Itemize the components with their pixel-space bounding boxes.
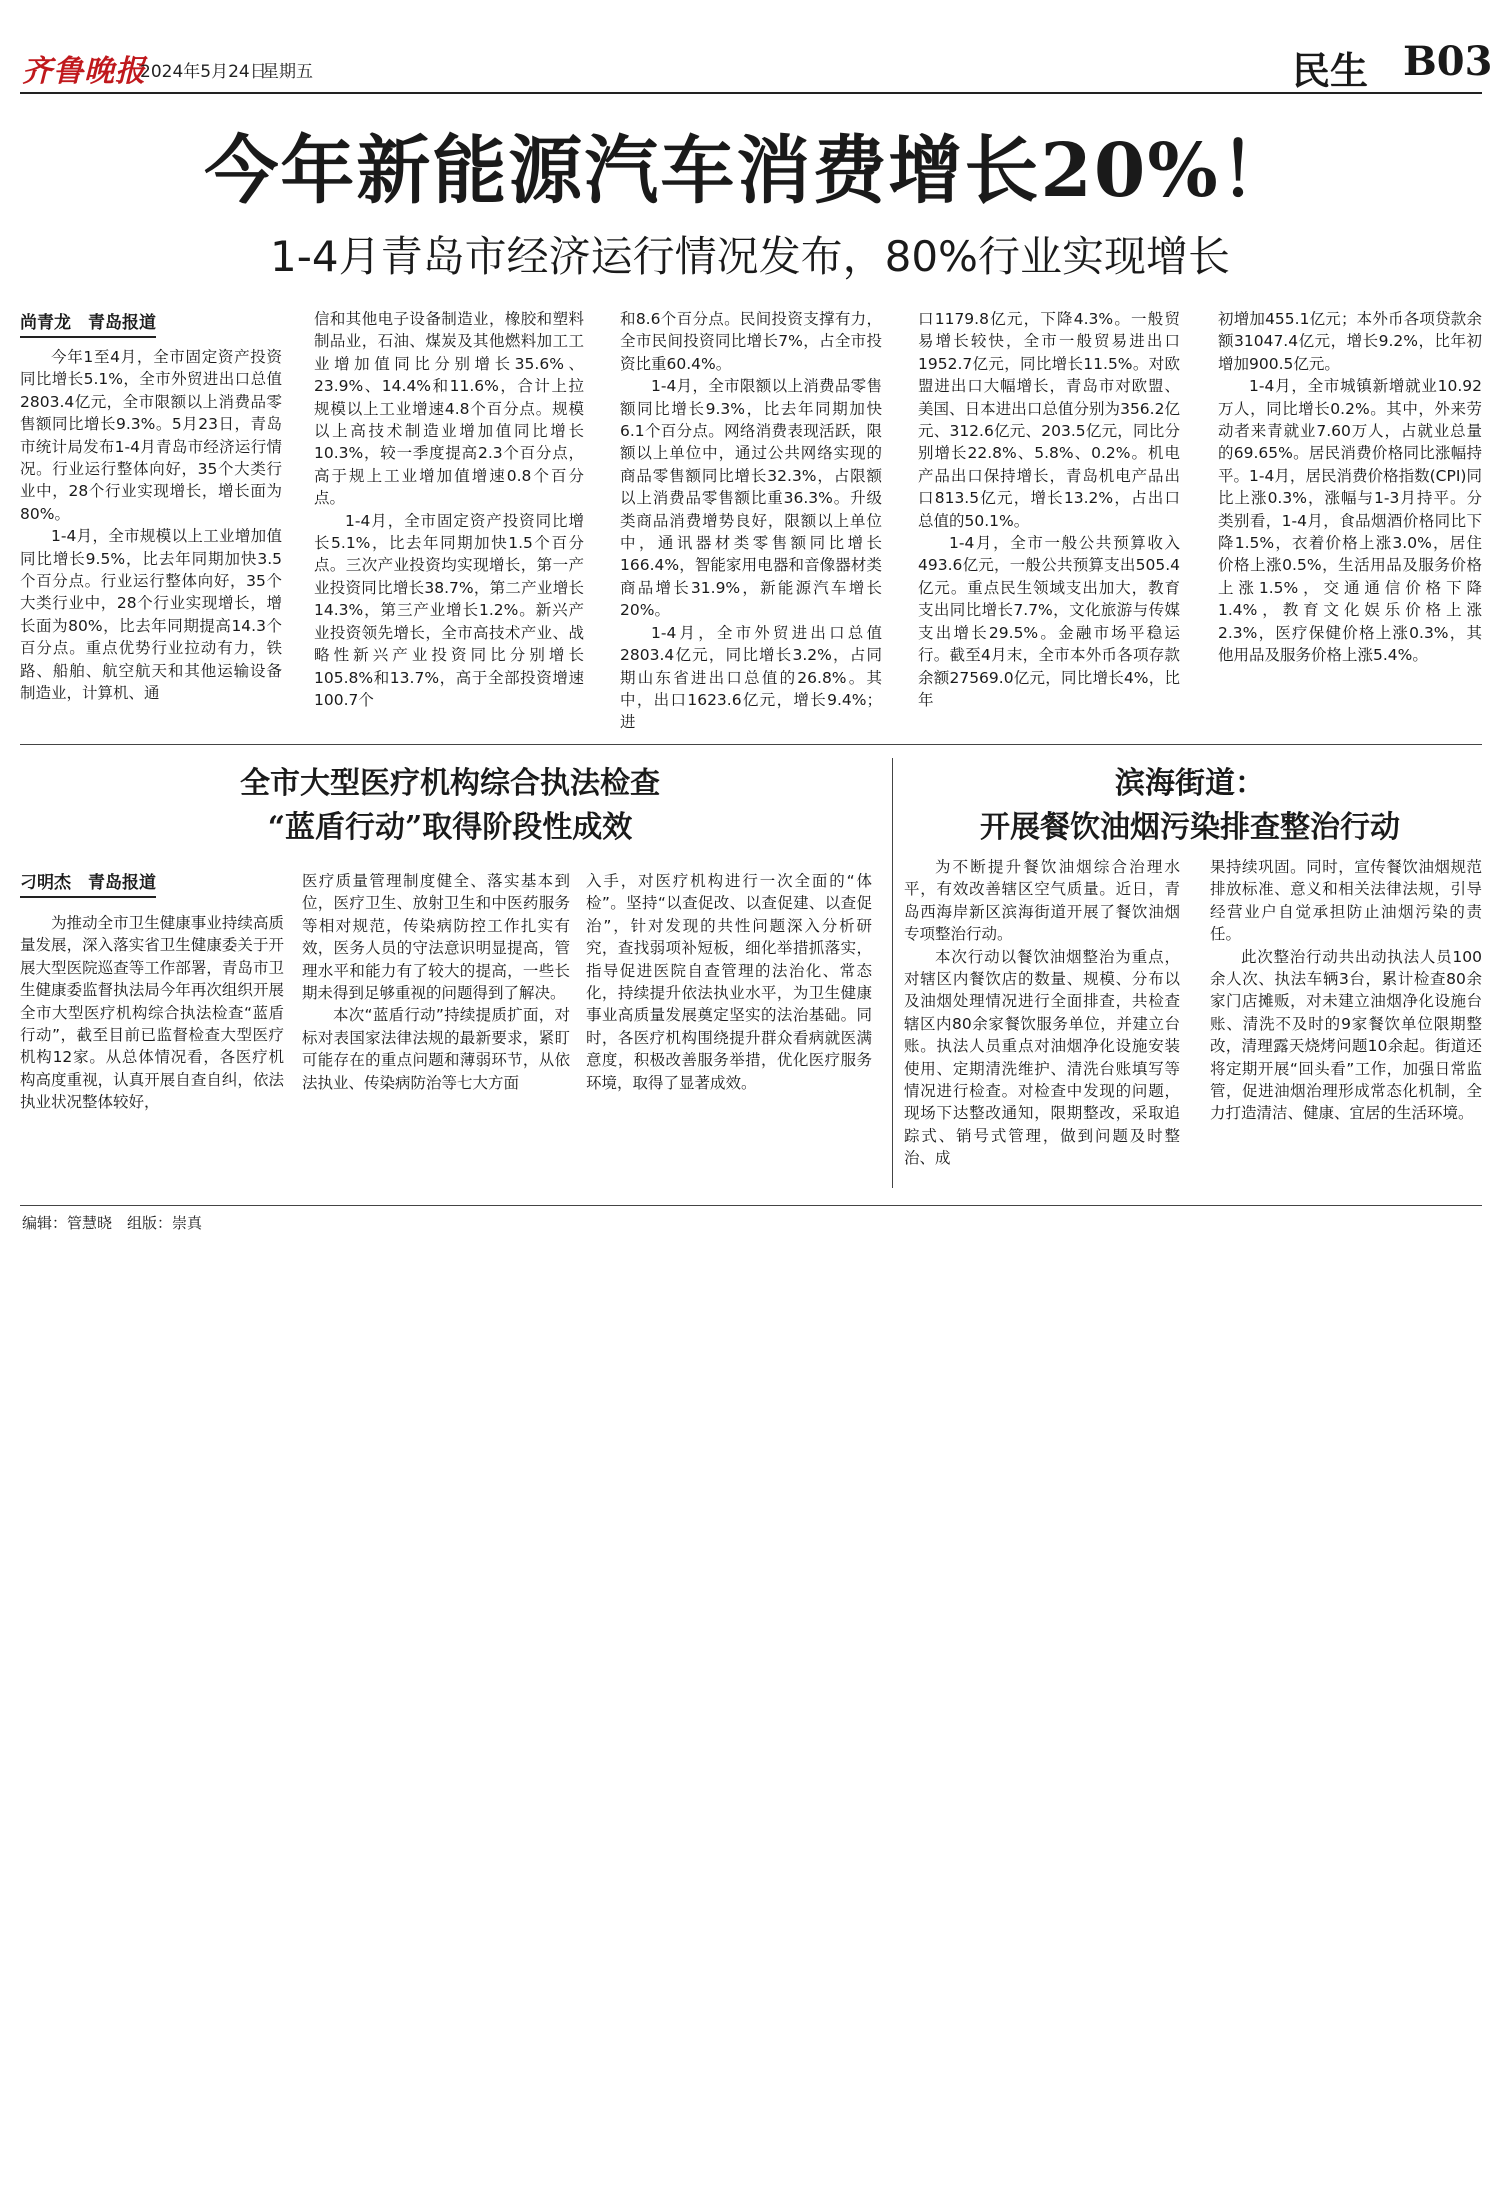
lead-column-4 bbox=[918, 308, 1180, 711]
binhai-headline-line-1: 滨海街道： bbox=[1115, 766, 1265, 801]
lead-column-5 bbox=[1218, 308, 1482, 667]
lead-column-2 bbox=[314, 308, 584, 711]
paragraph: 1-4月，全市规模以上工业增加值同比增长9.5%，比去年同期加快3.5个百分点。行业运行整体向好，35个大类行业中，28个行业实现增长，增长面为80%，比去年同期提高14.3个百分点。重点优势行业拉动有力，铁路、船舶、航空航天和其他运输设备制造业，计算机、通 bbox=[20, 527, 282, 703]
paragraph: 本次“蓝盾行动”持续提质扩面，对标对表国家法律法规的最新要求，紧盯可能存在的重点问题和薄弱环节，从依法执业、传染病防治等七大方面 bbox=[302, 1006, 570, 1092]
lead-column-1 bbox=[20, 346, 282, 705]
health-byline: 刁明杰 青岛报道 bbox=[20, 868, 156, 898]
paragraph: 本次行动以餐饮油烟整治为重点，对辖区内餐饮店的数量、规模、分布以及油烟处理情况进行全面排查，共检查辖区内80余家餐饮服务单位，并建立台账。执法人员重点对油烟净化设施安装使用、定期清洗维护、清洗台账填写等情况进行检查。对检查中发现的问题，现场下达整改通知，限期整改，采取追踪式、销号式管理，做到问题及时整治、成 bbox=[904, 947, 1180, 1168]
masthead-logo: 齐鲁晚报 bbox=[22, 54, 146, 89]
paragraph: 为不断提升餐饮油烟综合治理水平，有效改善辖区空气质量。近日，青岛西海岸新区滨海街道开展了餐饮油烟专项整治行动。 bbox=[904, 858, 1180, 944]
paragraph: 和8.6个百分点。民间投资支撑有力，全市民间投资同比增长7%，占全市投资比重60.4%。 bbox=[620, 310, 882, 373]
lead-headline: 今年新能源汽车消费增长20%！ bbox=[204, 128, 1296, 214]
page-number: B03 bbox=[1403, 38, 1493, 85]
binhai-column-1 bbox=[904, 856, 1180, 1170]
column-divider bbox=[892, 758, 893, 1188]
lead-subheadline: 1-4月青岛市经济运行情况发布，80%行业实现增长 bbox=[270, 232, 1230, 281]
health-headline-line-2: “蓝盾行动”取得阶段性成效 bbox=[267, 810, 633, 845]
binhai-headline-line-2: 开展餐饮油烟污染排查整治行动 bbox=[980, 810, 1400, 845]
paragraph: 1-4月，全市外贸进出口总值2803.4亿元，同比增长3.2%，占同期山东省进出口总值的26.8%。其中，出口1623.6亿元，增长9.4%；进 bbox=[620, 623, 882, 732]
paragraph: 初增加455.1亿元；本外币各项贷款余额31047.4亿元，增长9.2%，比年初增加900.5亿元。 bbox=[1218, 310, 1482, 373]
lead-column-3 bbox=[620, 308, 882, 734]
issue-weekday: 星期五 bbox=[262, 62, 313, 82]
paragraph: 1-4月，全市城镇新增就业10.92万人，同比增长0.2%。其中，外来劳动者来青就业7.60万人，占就业总量的69.65%。居民消费价格同比涨幅持平。1-4月，居民消费价格指数(CPI)同比上涨0.3%，涨幅与1-3月持平。分类别看，1-4月，食品烟酒价格同比下降1.5%，衣着价格上涨3.0%，居住价格上涨0.5%，生活用品及服务价格上涨1.5%，交通通信价格下降1.4%，教育文化娱乐价格上涨2.3%，医疗保健价格上涨0.3%，其他用品及服务价格上涨5.4%。 bbox=[1218, 377, 1482, 665]
paragraph: 此次整治行动共出动执法人员100余人次、执法车辆3台，累计检查80余家门店摊贩，对未建立油烟净化设施台账、清洗不及时的9家餐饮单位限期整改，清理露天烧烤问题10余起。街道还将定期开展“回头看”工作，加强日常监管，促进油烟治理形成常态化机制，全力打造清洁、健康、宜居的生活环境。 bbox=[1210, 947, 1482, 1123]
section-divider bbox=[20, 744, 1482, 745]
paragraph: 果持续巩固。同时，宣传餐饮油烟规范排放标准、意义和相关法律法规，引导经营业户自觉承担防止油烟污染的责任。 bbox=[1210, 858, 1482, 944]
health-headline-line-1: 全市大型医疗机构综合执法检查 bbox=[240, 766, 660, 801]
header-rule bbox=[20, 92, 1482, 94]
editor-credits: 编辑：管慧晓 组版：崇真 bbox=[22, 1214, 203, 1232]
paragraph: 1-4月，全市固定资产投资同比增长5.1%，比去年同期加快1.5个百分点。三次产业投资均实现增长，第一产业投资同比增长38.7%，第二产业增长14.3%，第三产业增长1.2%。新兴产业投资领先增长，全市高技术产业、战略性新兴产业投资同比分别增长105.8%和13.7%，高于全部投资增速100.7个 bbox=[314, 511, 584, 709]
paragraph: 1-4月，全市一般公共预算收入493.6亿元，一般公共预算支出505.4亿元。重点民生领域支出加大，教育支出同比增长7.7%，文化旅游与传媒支出增长29.5%。金融市场平稳运行。截至4月末，全市本外币各项存款余额27569.0亿元，同比增长4%，比年 bbox=[918, 534, 1180, 709]
paragraph: 口1179.8亿元，下降4.3%。一般贸易增长较快，全市一般贸易进出口1952.7亿元，同比增长11.5%。对欧盟进出口大幅增长，青岛市对欧盟、美国、日本进出口总值分别为356.2亿元、312.6亿元、203.5亿元，同比分别增长22.8%、5.8%、0.2%。机电产品出口保持增长，青岛机电产品出口813.5亿元，增长13.2%，占出口总值的50.1%。 bbox=[918, 310, 1180, 530]
footer-rule bbox=[20, 1205, 1482, 1206]
health-headline bbox=[20, 762, 880, 850]
paragraph: 为推动全市卫生健康事业持续高质量发展，深入落实省卫生健康委关于开展大型医院巡查等工作部署，青岛市卫生健康委监督执法局今年再次组织开展全市大型医疗机构综合执法检查“蓝盾行动”，截至目前已监督检查大型医疗机构12家。从总体情况看，各医疗机构高度重视，认真开展自查自纠，依法执业状况整体较好， bbox=[20, 914, 284, 1112]
paragraph: 今年1至4月，全市固定资产投资同比增长5.1%，全市外贸进出口总值2803.4亿元，全市限额以上消费品零售额同比增长9.3%。5月23日，青岛市统计局发布1-4月青岛市经济运行情况。行业运行整体向好，35个大类行业中，28个行业实现增长，增长面为80%。 bbox=[20, 348, 282, 523]
binhai-headline bbox=[900, 762, 1480, 850]
issue-date: 2024年5月24日 bbox=[140, 62, 267, 82]
section-name: 民生 bbox=[1292, 48, 1369, 93]
paragraph: 入手，对医疗机构进行一次全面的“体检”。坚持“以查促改、以查促建、以查促治”，针对发现的共性问题深入分析研究，查找弱项补短板，细化举措抓落实，指导促进医院自查管理的法治化、常态化，持续提升依法执业水平，为卫生健康事业高质量发展奠定坚实的法治基础。同时，各医疗机构围绕提升群众看病就医满意度，积极改善服务举措，优化医疗服务环境，取得了显著成效。 bbox=[586, 872, 872, 1092]
health-column-2 bbox=[302, 870, 570, 1094]
binhai-column-2 bbox=[1210, 856, 1482, 1125]
paragraph: 医疗质量管理制度健全、落实基本到位，医疗卫生、放射卫生和中医药服务等相对规范，传染病防控工作扎实有效，医务人员的守法意识明显提高，管理水平和能力有了较大的提高，一些长期未得到足够重视的问题得到了解决。 bbox=[302, 872, 570, 1003]
health-column-3 bbox=[586, 870, 872, 1094]
paragraph: 1-4月，全市限额以上消费品零售额同比增长9.3%，比去年同期加快6.1个百分点。网络消费表现活跃，限额以上单位中，通过公共网络实现的商品零售额同比增长32.3%，占限额以上消费品零售额比重36.3%。升级类商品消费增势良好，限额以上单位中，通讯器材类零售额同比增长166.4%，智能家用电器和音像器材类商品增长31.9%，新能源汽车增长20%。 bbox=[620, 377, 882, 620]
health-column-1 bbox=[20, 912, 284, 1114]
lead-byline: 尚青龙 青岛报道 bbox=[20, 308, 156, 338]
paragraph: 信和其他电子设备制造业，橡胶和塑料制品业，石油、煤炭及其他燃料加工工业增加值同比分别增长35.6%、23.9%、14.4%和11.6%，合计上拉规模以上工业增速4.8个百分点。规模以上高技术制造业增加值同比增长10.3%，较一季度提高2.3个百分点，高于规上工业增加值增速0.8个百分点。 bbox=[314, 310, 584, 508]
